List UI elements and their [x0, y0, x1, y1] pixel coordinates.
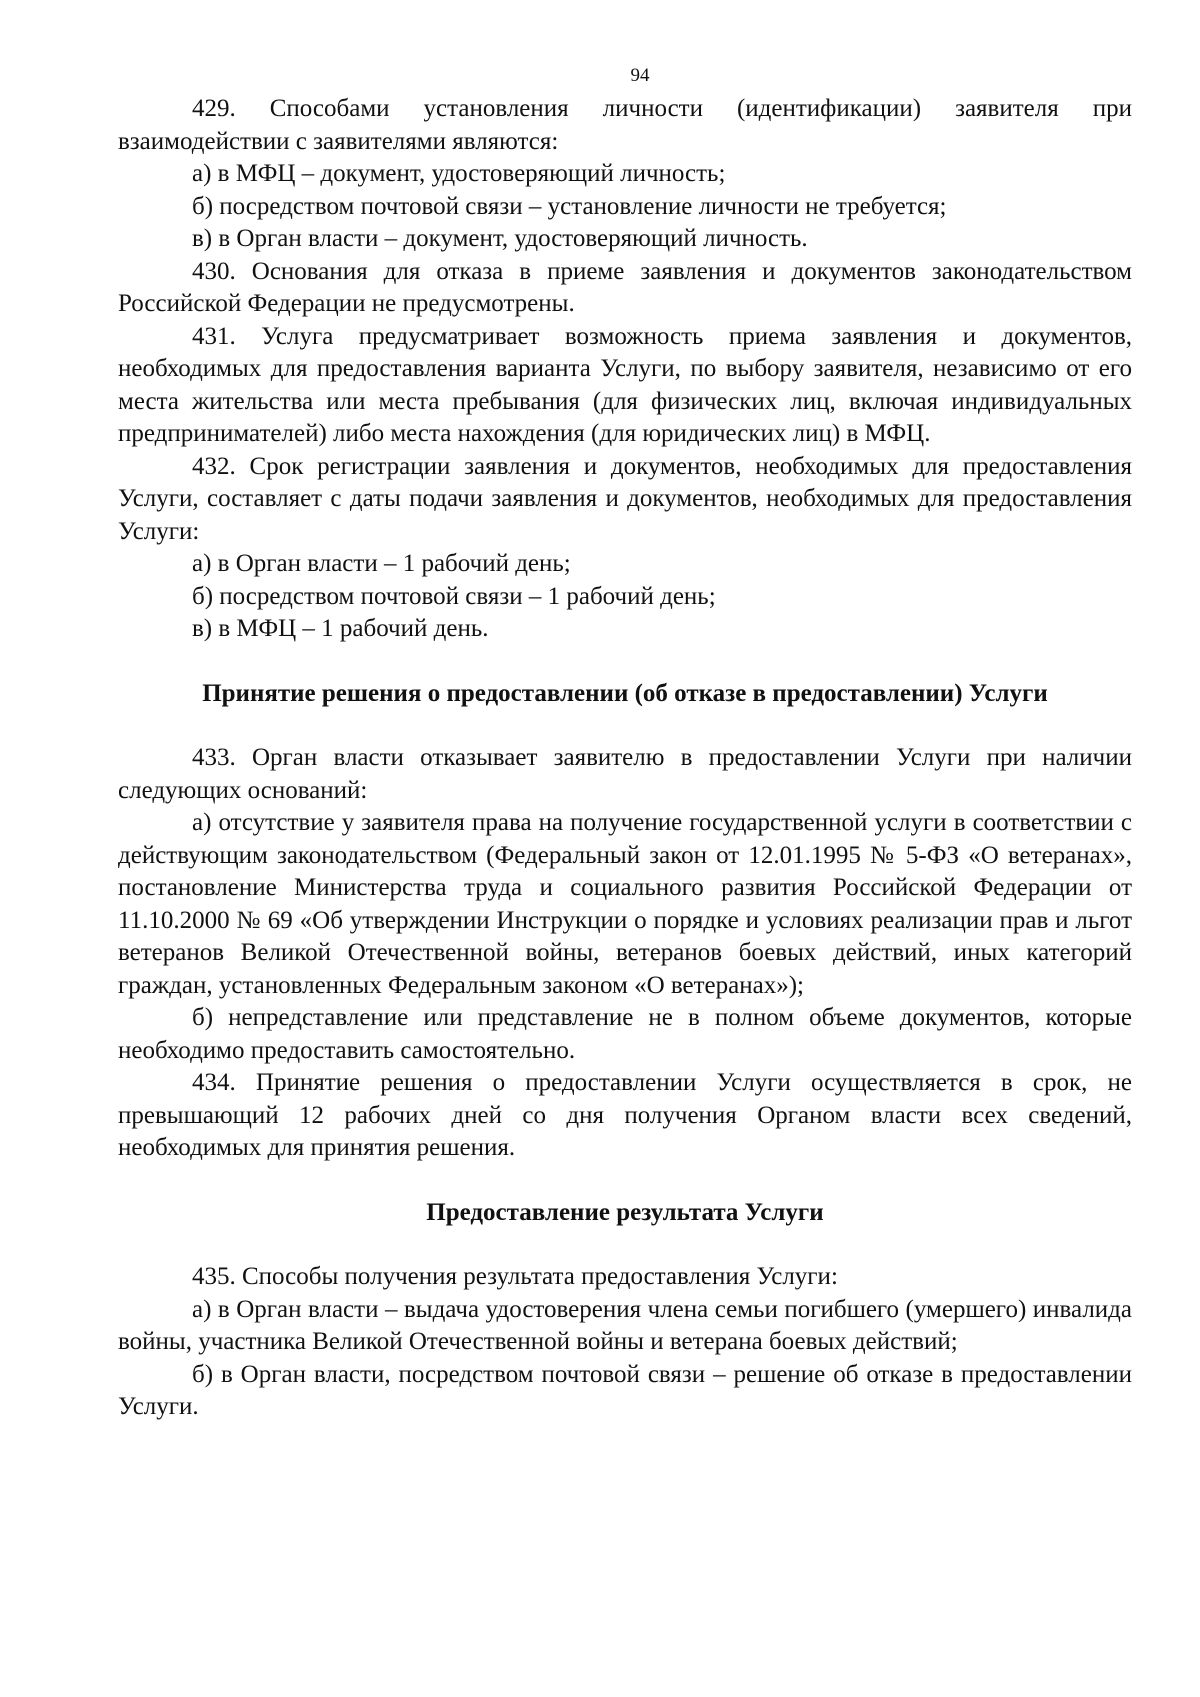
section-heading-result: Предоставление результата Услуги [426, 1198, 824, 1226]
section-result [118, 1261, 1132, 1424]
paragraph-432-b: б) посредством почтовой связи – 1 рабочий день; [192, 582, 716, 610]
spacer [118, 1165, 1132, 1197]
paragraph-430: 430. Основания для отказа в приеме заявления и документов законодательством Российской Федерации не предусмотрены. [118, 257, 1132, 317]
spacer [118, 1229, 1132, 1261]
paragraph-429-c: в) в Орган власти – документ, удостоверяющий личность. [192, 225, 808, 252]
paragraph-433: 433. Орган власти отказывает заявителю в предоставлении Услуги при наличии следующих оснований: [118, 744, 1132, 804]
section-decision [118, 742, 1132, 1165]
paragraph-435-a: а) в Орган власти – выдача удостоверения члена семьи погибшего (умершего) инвалида войны, участника Великой Отечественной войны и ветерана боевых действий; [118, 1295, 1132, 1355]
paragraph-435: 435. Способы получения результата предоставления Услуги: [192, 1263, 838, 1290]
page-number: 94 [630, 65, 650, 86]
spacer [118, 710, 1132, 742]
paragraph-431: 431. Услуга предусматривает возможность приема заявления и документов, необходимых для предоставления варианта Услуги, по выбору заявителя, независимо от его места жительства или места пребывания (для физических лиц, включая индивидуальных предпринимателей) либо места нахождения (для юридических лиц) в МФЦ. [118, 322, 1132, 447]
paragraph-432-a: а) в Орган власти – 1 рабочий день; [192, 550, 571, 577]
paragraph-429-a: а) в МФЦ – документ, удостоверяющий личность; [192, 160, 726, 187]
paragraph-429: 429. Способами установления личности (идентификации) заявителя при взаимодействии с заявителями являются: [118, 95, 1132, 155]
section-reception [118, 93, 1132, 646]
spacer [118, 646, 1132, 678]
paragraph-432: 432. Срок регистрации заявления и документов, необходимых для предоставления Услуги, составляет с даты подачи заявления и документов, необходимых для предоставления Услуги: [118, 452, 1132, 545]
paragraph-434: 434. Принятие решения о предоставлении Услуги осуществляется в срок, не превышающий 12 рабочих дней со дня получения Органом власти всех сведений, необходимых для принятия решения. [118, 1069, 1132, 1161]
paragraph-433-a: а) отсутствие у заявителя права на получение государственной услуги в соответствии с действующим законодательством (Федеральный закон от 12.01.1995 № 5-ФЗ «О ветеранах», постановление Министерства труда и социального развития Российской Федерации от 11.10.2000 № 69 «Об утверждении Инструкции о порядке и условиях реализации прав и льгот ветеранов Великой Отечественной войны, ветеранов боевых действий, иных категорий граждан, установленных Федеральным законом «О ветеранах»); [118, 809, 1132, 999]
paragraph-432-c: в) в МФЦ – 1 рабочий день. [192, 615, 489, 642]
paragraph-429-b: б) посредством почтовой связи – установление личности не требуется; [192, 192, 947, 220]
paragraph-433-b: б) непредставление или представление не в полном объеме документов, которые необходимо предоставить самостоятельно. [118, 1004, 1132, 1064]
paragraph-435-b: б) в Орган власти, посредством почтовой связи – решение об отказе в предоставлении Услуги. [118, 1360, 1132, 1420]
section-heading-decision: Принятие решения о предоставлении (об отказе в предоставлении) Услуги [202, 679, 1048, 707]
